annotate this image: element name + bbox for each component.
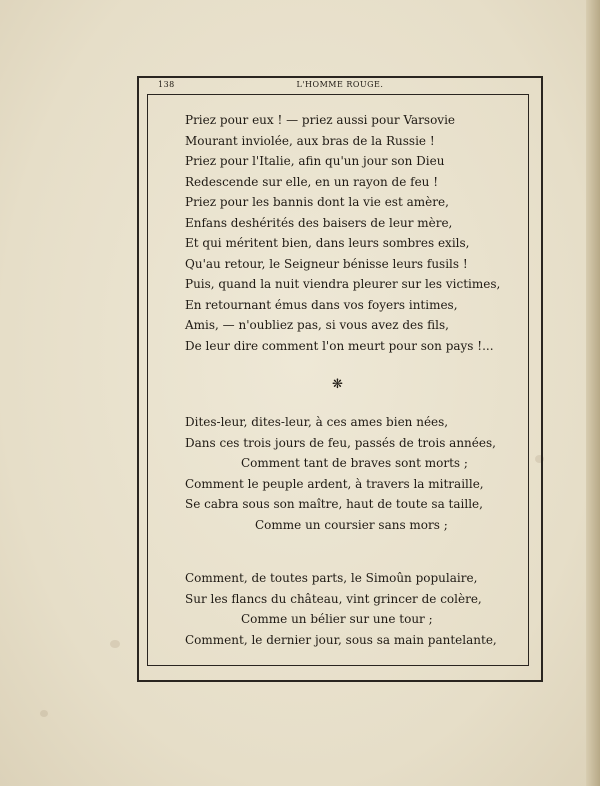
- stanza-1: [185, 110, 500, 356]
- verse-line: Mourant inviolée, aux bras de la Russie !: [185, 133, 435, 148]
- verse-line: Priez pour eux ! — priez aussi pour Varsovie: [185, 113, 456, 127]
- stanza-3: [185, 568, 497, 650]
- verse-line: Comment le peuple ardent, à travers la mitraille,: [185, 476, 484, 491]
- verse-line: Comment tant de braves sont morts ;: [241, 456, 468, 470]
- verse-line: En retournant émus dans vos foyers intimes,: [185, 297, 458, 312]
- paper-stain: [110, 640, 120, 648]
- verse-line: Comment, de toutes parts, le Simoûn populaire,: [185, 571, 478, 585]
- page-number: 138: [158, 80, 175, 89]
- verse-line: Redescende sur elle, en un rayon de feu !: [185, 174, 439, 189]
- paper-stain: [40, 710, 48, 717]
- verse-line: Dans ces trois jours de feu, passés de trois années,: [185, 435, 496, 450]
- verse-line: Comme un coursier sans mors ;: [255, 517, 448, 532]
- verse-line: Priez pour les bannis dont la vie est amère,: [185, 195, 449, 209]
- verse-line: Comme un bélier sur une tour ;: [241, 612, 433, 626]
- book-gutter: [586, 0, 600, 786]
- verse-line: Amis, — n'oubliez pas, si vous avez des fils,: [185, 318, 449, 332]
- verse-line: Puis, quand la nuit viendra pleurer sur les victimes,: [185, 277, 501, 291]
- verse-line: Qu'au retour, le Seigneur bénisse leurs fusils !: [185, 256, 468, 271]
- ornament-icon: ❋: [332, 377, 343, 392]
- page-header: [150, 80, 530, 92]
- verse-line: Se cabra sous son maître, haut de toute sa taille,: [185, 497, 483, 511]
- verse-line: Enfans deshérités des baisers de leur mère,: [185, 215, 453, 230]
- verse-line: Dites-leur, dites-leur, à ces ames bien nées,: [185, 415, 449, 429]
- verse-line: Comment, le dernier jour, sous sa main pantelante,: [185, 632, 497, 647]
- verse-line: Et qui méritent bien, dans leurs sombres exils,: [185, 236, 470, 250]
- stanza-2: [185, 412, 496, 535]
- running-title: L'HOMME ROUGE.: [296, 80, 384, 89]
- verse-line: De leur dire comment l'on meurt pour son pays !...: [185, 338, 494, 353]
- verse-line: Priez pour l'Italie, afin qu'un jour son Dieu: [185, 154, 445, 168]
- verse-line: Sur les flancs du château, vint grincer de colère,: [185, 591, 482, 606]
